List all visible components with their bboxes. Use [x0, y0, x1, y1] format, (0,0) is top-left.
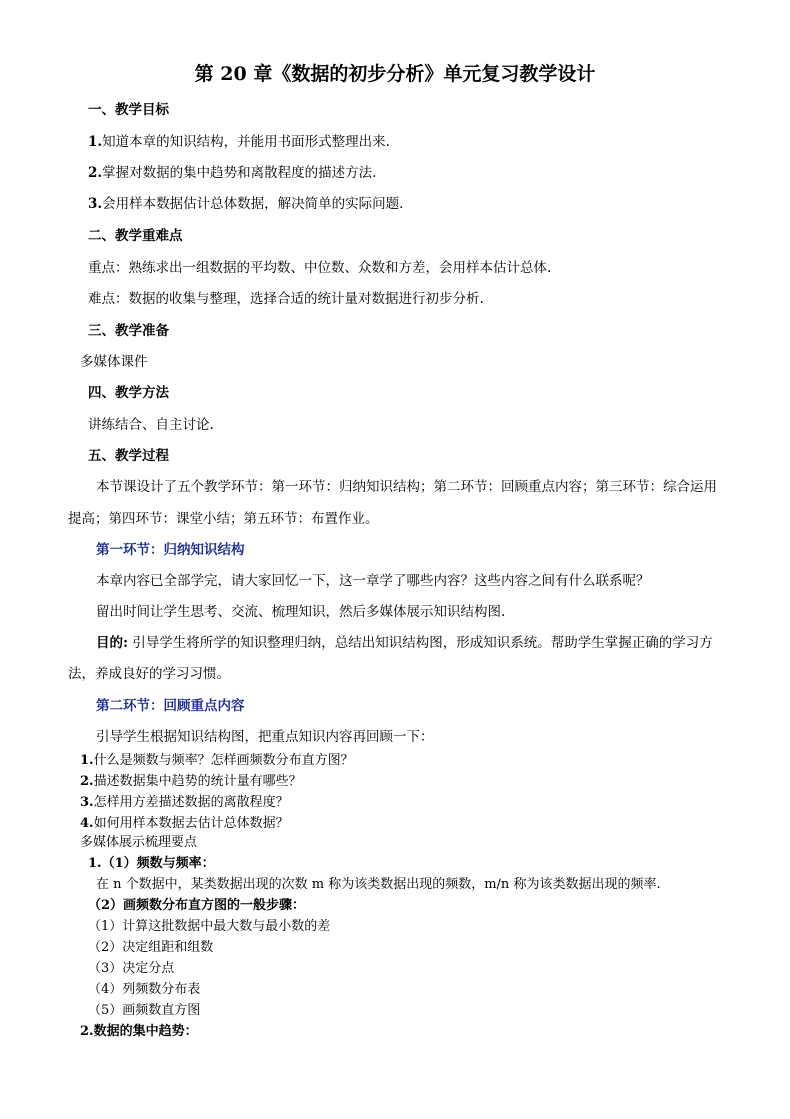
key-point-text: 重点：熟练求出一组数据的平均数、中位数、众数和方差，会用样本估计总体.	[88, 260, 552, 276]
document-title: 第 20 章《数据的初步分析》单元复习教学设计	[194, 63, 596, 85]
step1-goal-line-2: 法，养成良好的学习习惯。	[68, 666, 230, 682]
step1-heading: 第一环节：归纳知识结构	[96, 542, 245, 558]
step2-paragraph-1: 引导学生根据知识结构图，把重点知识内容再回顾一下：	[96, 729, 434, 745]
point1-text: 在 n 个数据中，某类数据出现的次数 m 称为该类数据出现的频数，m/n 称为该类数据出现的频率.	[96, 877, 661, 892]
step1-paragraph-2: 留出时间让学生思考、交流、梳理知识，然后多媒体展示知识结构图.	[96, 604, 506, 620]
question-item-2: 2.描述数据集中趋势的统计量有哪些？	[80, 774, 302, 789]
media-display-text: 多媒体展示梳理要点	[80, 835, 198, 850]
point2-heading: 2.数据的集中趋势：	[80, 1024, 198, 1039]
question-item-4: 4.如何用样本数据去估计总体数据？	[80, 816, 289, 831]
section-heading-process: 五、教学过程	[88, 448, 169, 464]
goal-label: 目的:	[96, 635, 128, 651]
section-heading-methods: 四、教学方法	[88, 385, 169, 401]
question-item-1: 1.什么是频数与频率？怎样画频数分布直方图？	[80, 753, 354, 768]
histogram-step-3: （3）决定分点	[88, 961, 175, 976]
step1-paragraph-1: 本章内容已全部学完，请大家回忆一下，这一章学了哪些内容？这些内容之间有什么联系呢？	[96, 573, 650, 589]
objective-item-3: 3.会用样本数据估计总体数据，解决简单的实际问题.	[88, 196, 404, 212]
step1-goal-line-1: 目的: 引导学生将所学的知识整理归纳，总结出知识结构图，形成知识系统。帮助学生掌握正确的学习方	[96, 635, 713, 651]
section-heading-preparation: 三、教学准备	[88, 323, 169, 339]
process-intro-line-2: 提高；第四环节：课堂小结；第五环节：布置作业。	[68, 511, 379, 527]
point1-heading: 1.（1）频数与频率：	[88, 856, 215, 871]
objective-item-1: 1.知道本章的知识结构，并能用书面形式整理出来.	[88, 134, 390, 150]
methods-text: 讲练结合、自主讨论.	[88, 417, 214, 433]
objective-item-2: 2.掌握对数据的集中趋势和离散程度的描述方法.	[88, 165, 377, 181]
process-intro-line-1: 本节课设计了五个教学环节：第一环节：归纳知识结构；第二环节：回顾重点内容；第三环节：综合运用	[96, 479, 717, 495]
histogram-step-4: （4）列频数分布表	[88, 982, 201, 997]
histogram-step-5: （5）画频数直方图	[88, 1003, 201, 1018]
question-item-3: 3.怎样用方差描述数据的离散程度？	[80, 795, 289, 810]
section-heading-objectives: 一、教学目标	[88, 102, 169, 118]
step2-heading: 第二环节：回顾重点内容	[96, 698, 245, 714]
preparation-text: 多媒体课件	[80, 354, 148, 370]
point1b-heading: （2）画频数分布直方图的一般步骤：	[88, 898, 306, 913]
section-heading-key-points: 二、教学重难点	[88, 228, 183, 244]
difficult-point-text: 难点：数据的收集与整理，选择合适的统计量对数据进行初步分析.	[88, 291, 484, 307]
histogram-step-1: （1）计算这批数据中最大数与最小数的差	[88, 919, 331, 934]
histogram-step-2: （2）决定组距和组数	[88, 940, 214, 955]
